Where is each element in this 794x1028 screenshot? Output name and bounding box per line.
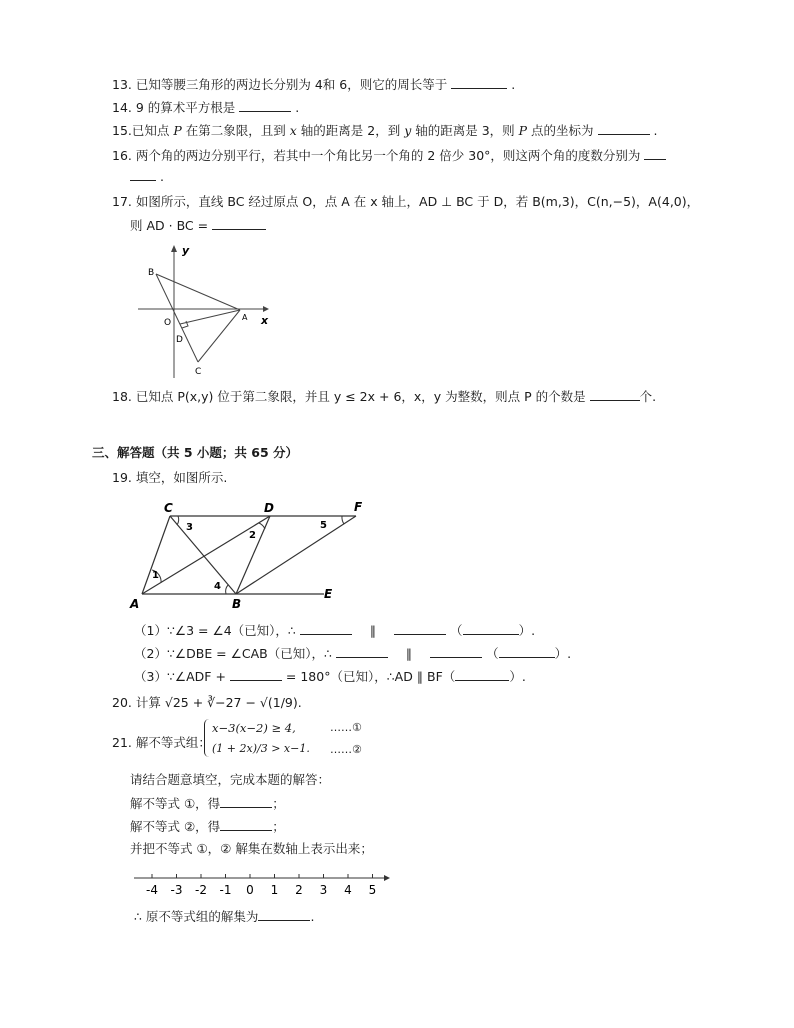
question-16: [112, 147, 666, 164]
math-expression: √25 + ∛−27 − √(1/9).: [164, 695, 302, 710]
answer-blank[interactable]: [258, 908, 310, 921]
inequality-2: (1 + 2x)/3 > x−1.: [212, 742, 310, 755]
question-14: [112, 99, 299, 116]
sub-text: ∴ 原不等式组的解集为: [134, 909, 259, 924]
answer-blank[interactable]: [220, 795, 272, 808]
question-text: 如图所示，直线 BC 经过原点 O，点 A 在 x 轴上，AD ⊥ BC 于 D，若 B(m,3)，C(n,−5)，A(4,0)，: [135, 194, 700, 209]
question-text: 9 的算术平方根是: [135, 100, 236, 115]
question-text: 已知点 P(x,y) 位于第二象限，并且 y ≤ 2x + 6，x，y 为整数，则点 P 的个数是: [135, 389, 586, 404]
question-17: [112, 194, 699, 210]
q19-sub-1: [134, 622, 535, 639]
sub-text: 解不等式 ①，得: [130, 796, 221, 811]
question-13: [112, 76, 515, 93]
answer-blank[interactable]: [590, 388, 640, 401]
paren-close: ）.: [509, 669, 526, 684]
label-d: D: [176, 335, 183, 345]
paren-close: ）.: [554, 646, 572, 661]
answer-blank[interactable]: [130, 168, 156, 181]
segment-bf: [236, 516, 356, 594]
q19-sub-3: [134, 668, 526, 685]
question-18: [112, 388, 656, 405]
angle-label-2: 2: [249, 530, 256, 541]
question-text: 在第二象限，且到: [181, 123, 290, 138]
question-21: [112, 735, 211, 751]
question-text: 解不等式组：: [135, 735, 211, 750]
segment-ca: [198, 310, 240, 362]
number-line: [132, 868, 394, 898]
answer-blank[interactable]: [230, 668, 282, 681]
tick-label: 4: [344, 883, 352, 897]
question-16-cont: [130, 168, 164, 185]
q21-line-2: [130, 818, 285, 835]
tag-2: ……②: [330, 743, 362, 756]
var-x: x: [289, 123, 297, 138]
paren-close: ）.: [518, 623, 536, 638]
answer-blank[interactable]: [212, 217, 266, 230]
label-e: E: [324, 587, 333, 601]
answer-blank[interactable]: [455, 668, 509, 681]
angle-label-5: 5: [320, 520, 327, 531]
segment-ac: [142, 516, 170, 594]
paren-open: （: [486, 646, 499, 661]
answer-blank[interactable]: [499, 645, 555, 658]
angle-4-arc: [226, 585, 228, 594]
answer-blank[interactable]: [239, 99, 291, 112]
question-number: 14.: [112, 100, 132, 115]
q21-conclusion: [134, 908, 314, 925]
segment-ba: [156, 274, 240, 310]
question-number: 18.: [112, 389, 132, 404]
tick-label: 3: [319, 883, 328, 897]
tick-label: -4: [146, 883, 158, 897]
angle-5-arc: [342, 516, 344, 524]
question-text: 则 AD · BC =: [130, 218, 209, 233]
label-d: D: [264, 501, 274, 515]
answer-blank[interactable]: [336, 645, 388, 658]
question-text: 两个角的两边分别平行，若其中一个角比另一个角的 2 倍少 30°，则这两个角的度数分别为: [135, 148, 641, 163]
q19-sub-2: [134, 645, 571, 662]
angle-label-4: 4: [214, 581, 221, 592]
label-c: C: [164, 501, 173, 515]
question-17-line2: [130, 217, 266, 234]
question-text: 轴的距离是 2，到: [296, 123, 405, 138]
line-bc: [156, 274, 198, 362]
question-end: .: [159, 169, 164, 184]
label-y: y: [182, 244, 190, 257]
question-number: 17.: [112, 194, 132, 209]
parallel-symbol: ∥: [369, 623, 377, 638]
q21-line-1: [130, 795, 285, 812]
label-a: A: [130, 597, 140, 611]
angle-label-1: 1: [152, 570, 159, 581]
q21-prompt: 请结合题意填空，完成本题的解答：: [130, 772, 331, 787]
question-number: 13.: [112, 77, 132, 92]
question-text: 轴的距离是 3，则: [411, 123, 519, 138]
angle-3-arc: [177, 516, 179, 525]
question-number: 21.: [112, 735, 132, 750]
y-axis-arrow: [171, 245, 177, 252]
question-text: 已知等腰三角形的两边长分别为 4和 6，则它的周长等于: [135, 77, 448, 92]
figure-17: [138, 240, 278, 380]
punctuation: ；: [272, 819, 285, 834]
number-line-arrow: [384, 875, 390, 881]
answer-blank[interactable]: [598, 122, 650, 135]
question-end: 个.: [639, 389, 657, 404]
label-x: x: [261, 314, 269, 327]
segment-cb: [170, 516, 236, 594]
question-20: [112, 695, 302, 711]
question-number: 15.: [112, 123, 132, 138]
answer-blank[interactable]: [430, 645, 482, 658]
label-b: B: [148, 268, 155, 278]
label-c: C: [195, 367, 202, 377]
question-end: .: [511, 77, 516, 92]
inequality-1: x−3(x−2) ≥ 4,: [212, 721, 296, 735]
question-end: .: [295, 100, 300, 115]
sub-text: = 180°（已知），∴AD ∥ BF（: [285, 669, 456, 684]
question-number: 19.: [112, 470, 132, 485]
question-end: .: [310, 909, 315, 924]
tick-label: 0: [246, 883, 254, 897]
x-axis-arrow: [263, 306, 269, 312]
angle-2-arc: [259, 523, 265, 529]
system-brace: [204, 719, 209, 757]
figure-19: [128, 496, 368, 614]
var-y: y: [404, 123, 412, 138]
tick-label: -3: [170, 883, 183, 897]
tick-label: 1: [270, 883, 279, 897]
question-text: 填空，如图所示.: [135, 470, 228, 485]
question-15: [112, 122, 657, 139]
sub-text: 解不等式 ②，得: [130, 819, 221, 834]
label-f: F: [354, 500, 363, 514]
parallel-symbol: ∥: [405, 646, 413, 661]
var-p: P: [518, 123, 528, 138]
label-o: O: [164, 318, 172, 328]
answer-blank[interactable]: [394, 622, 446, 635]
question-number: 20.: [112, 695, 132, 710]
sub-text: （3）∵∠ADF +: [134, 669, 226, 684]
answer-blank[interactable]: [463, 622, 519, 635]
question-19: [112, 470, 227, 486]
sub-text: （2）∵∠DBE = ∠CAB（已知），∴: [134, 646, 332, 661]
answer-blank[interactable]: [644, 147, 666, 160]
tick-label: 2: [295, 883, 303, 897]
tick-label: -2: [195, 883, 207, 897]
answer-blank[interactable]: [220, 818, 272, 831]
tick-label: -1: [219, 883, 232, 897]
paren-open: （: [450, 623, 463, 638]
answer-blank[interactable]: [451, 76, 507, 89]
tick-label: 5: [368, 883, 377, 897]
question-text: 已知点: [131, 123, 174, 138]
answer-blank[interactable]: [300, 622, 352, 635]
tag-1: ……①: [330, 721, 362, 734]
section-3-title: 三、解答题（共 5 小题；共 65 分）: [92, 445, 299, 460]
question-end: .: [653, 123, 658, 138]
punctuation: ；: [272, 796, 285, 811]
sub-text: （1）∵∠3 = ∠4（已知），∴: [134, 623, 296, 638]
question-text: 计算: [135, 695, 161, 710]
question-number: 16.: [112, 148, 132, 163]
q21-line-3: 并把不等式 ①，② 解集在数轴上表示出来；: [130, 841, 373, 856]
var-p: P: [173, 123, 182, 138]
angle-label-3: 3: [186, 522, 193, 533]
label-b: B: [232, 597, 242, 611]
label-a: A: [242, 313, 248, 322]
question-text: 点的坐标为: [527, 123, 594, 138]
